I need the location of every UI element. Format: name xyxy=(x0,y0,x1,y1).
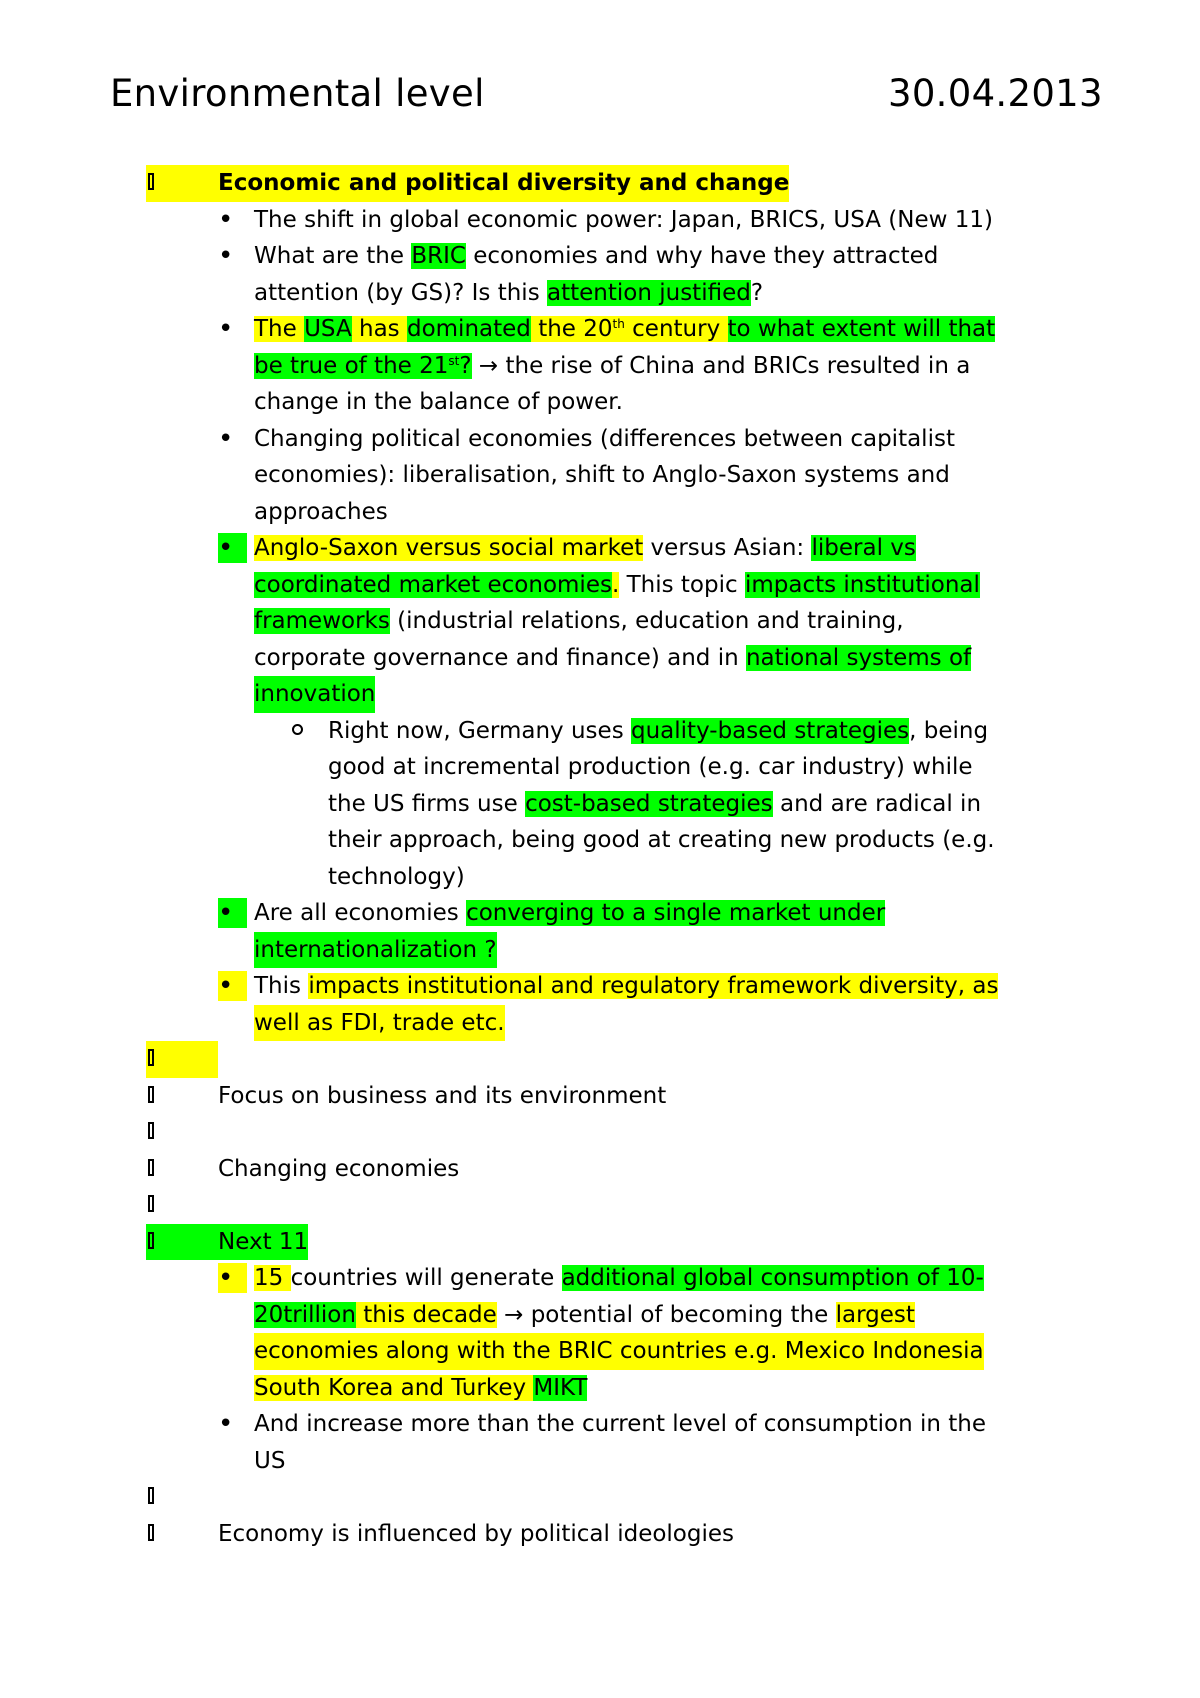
list-item-continuation xyxy=(0,1443,1200,1480)
empty-item xyxy=(0,1479,1200,1516)
list-item-continuation xyxy=(0,749,1200,786)
square-bullet-icon xyxy=(146,1187,218,1224)
list-item-text: approaches xyxy=(254,498,388,525)
square-bullet-icon xyxy=(146,1114,218,1151)
dot-bullet-icon: • xyxy=(218,423,234,454)
square-bullet-icon xyxy=(146,1041,218,1078)
list-item xyxy=(0,530,1200,567)
square-bullet-icon xyxy=(146,1479,218,1516)
list-item-text: 15 countries will generate additional global consumption of 10- xyxy=(254,1265,984,1291)
list-item xyxy=(0,1406,1200,1443)
list-item-text: What are the BRIC economies and why have they attracted xyxy=(254,243,939,269)
list-item-text: Next 11 xyxy=(218,1224,308,1261)
list-item-continuation xyxy=(0,1370,1200,1407)
list-item xyxy=(0,1516,1200,1553)
right-arrow-icon: → xyxy=(478,352,499,379)
list-item xyxy=(0,1260,1200,1297)
list-item-continuation xyxy=(0,932,1200,969)
list-item xyxy=(0,311,1200,348)
list-item xyxy=(0,1078,1200,1115)
list-item-text: attention (by GS)? Is this attention justified? xyxy=(254,279,764,306)
list-item-continuation xyxy=(0,859,1200,896)
list-item xyxy=(0,421,1200,458)
empty-item xyxy=(0,1114,1200,1151)
list-item-text: Economy is influenced by political ideologies xyxy=(218,1520,734,1547)
square-bullet-icon xyxy=(146,165,218,202)
list-item-text: Right now, Germany uses quality-based strategies, being xyxy=(328,717,989,744)
list-item-text: good at incremental production (e.g. car industry) while xyxy=(328,754,973,780)
list-item-continuation xyxy=(0,1333,1200,1370)
list-item-continuation xyxy=(0,676,1200,713)
list-item-continuation xyxy=(0,1005,1200,1042)
list-item-text: well as FDI, trade etc. xyxy=(254,1005,505,1042)
list-item-continuation xyxy=(0,275,1200,312)
right-arrow-icon: → xyxy=(504,1301,524,1328)
list-item-continuation xyxy=(0,1297,1200,1334)
section-heading-row xyxy=(0,165,1200,202)
section-heading: Economic and political diversity and change xyxy=(218,165,789,202)
dot-bullet-icon: • xyxy=(218,530,290,567)
dot-bullet-icon: • xyxy=(218,1409,234,1439)
list-item-continuation xyxy=(0,822,1200,859)
list-item-continuation xyxy=(0,384,1200,421)
list-item xyxy=(0,238,1200,275)
empty-item xyxy=(0,1041,1200,1078)
list-item-text: coordinated market economies. This topic impacts institutional xyxy=(254,571,980,598)
list-item-text: innovation xyxy=(254,676,375,713)
document-body xyxy=(0,165,1200,1552)
square-bullet-icon xyxy=(146,1516,218,1553)
list-item-text: technology) xyxy=(328,863,465,890)
list-item-text: be true of the 21st? → the rise of China and BRICs resulted in a xyxy=(254,352,971,379)
page-title: Environmental level xyxy=(110,72,485,115)
list-item-continuation xyxy=(0,567,1200,604)
list-item-text: internationalization ? xyxy=(254,932,497,969)
empty-item xyxy=(0,1187,1200,1224)
dot-bullet-icon: • xyxy=(218,204,234,235)
list-item-continuation xyxy=(0,603,1200,640)
list-item-text: 20trillion this decade → potential of becoming the largest xyxy=(254,1301,915,1328)
square-bullet-icon xyxy=(146,1078,218,1115)
list-item-text: corporate governance and finance) and in national systems of xyxy=(254,644,972,671)
list-item-text: South Korea and Turkey MIKT xyxy=(254,1374,588,1401)
square-bullet-icon xyxy=(146,1224,218,1261)
dot-bullet-icon: • xyxy=(218,968,290,1005)
list-item xyxy=(0,1151,1200,1188)
list-item-text: the US firms use cost-based strategies and are radical in xyxy=(328,790,982,817)
list-item-continuation xyxy=(0,348,1200,385)
list-item-text: frameworks (industrial relations, education and training, xyxy=(254,608,904,634)
list-item-continuation xyxy=(0,457,1200,494)
list-item-continuation xyxy=(0,640,1200,677)
list-item-text: Changing political economies (differences between capitalist xyxy=(254,425,955,452)
list-item xyxy=(0,895,1200,932)
dot-bullet-icon: • xyxy=(218,1260,290,1297)
dot-bullet-icon: • xyxy=(218,241,234,271)
list-item xyxy=(0,1224,1200,1261)
list-item-text: Are all economies converging to a single market under xyxy=(254,900,886,926)
page-date: 30.04.2013 xyxy=(888,72,1103,115)
list-item-text: Changing economies xyxy=(218,1155,460,1182)
list-item-text: And increase more than the current level of consumption in the xyxy=(254,1411,987,1437)
list-item-text: The shift in global economic power: Japan, BRICS, USA (New 11) xyxy=(254,206,993,233)
list-item-text: Anglo-Saxon versus social market versus Asian: liberal vs xyxy=(254,535,916,561)
list-item-continuation xyxy=(0,786,1200,823)
list-item-text: Focus on business and its environment xyxy=(218,1082,667,1109)
list-item xyxy=(0,202,1200,239)
list-item-text: This impacts institutional and regulatory framework diversity, as xyxy=(254,973,999,999)
list-item-text: The USA has dominated the 20th century to what extent will that xyxy=(254,316,996,342)
list-item-continuation xyxy=(0,494,1200,531)
list-item-text: economies along with the BRIC countries e.g. Mexico Indonesia xyxy=(254,1333,984,1370)
list-item-text: their approach, being good at creating new products (e.g. xyxy=(328,827,995,853)
list-item-text: economies): liberalisation, shift to Anglo-Saxon systems and xyxy=(254,462,950,488)
list-item xyxy=(0,968,1200,1005)
square-bullet-icon xyxy=(146,1151,218,1188)
list-item-text: change in the balance of power. xyxy=(254,389,623,415)
dot-bullet-icon: • xyxy=(218,895,290,932)
sub-list-item xyxy=(0,713,1200,750)
dot-bullet-icon: • xyxy=(218,314,234,344)
list-item-text: US xyxy=(254,1447,286,1474)
